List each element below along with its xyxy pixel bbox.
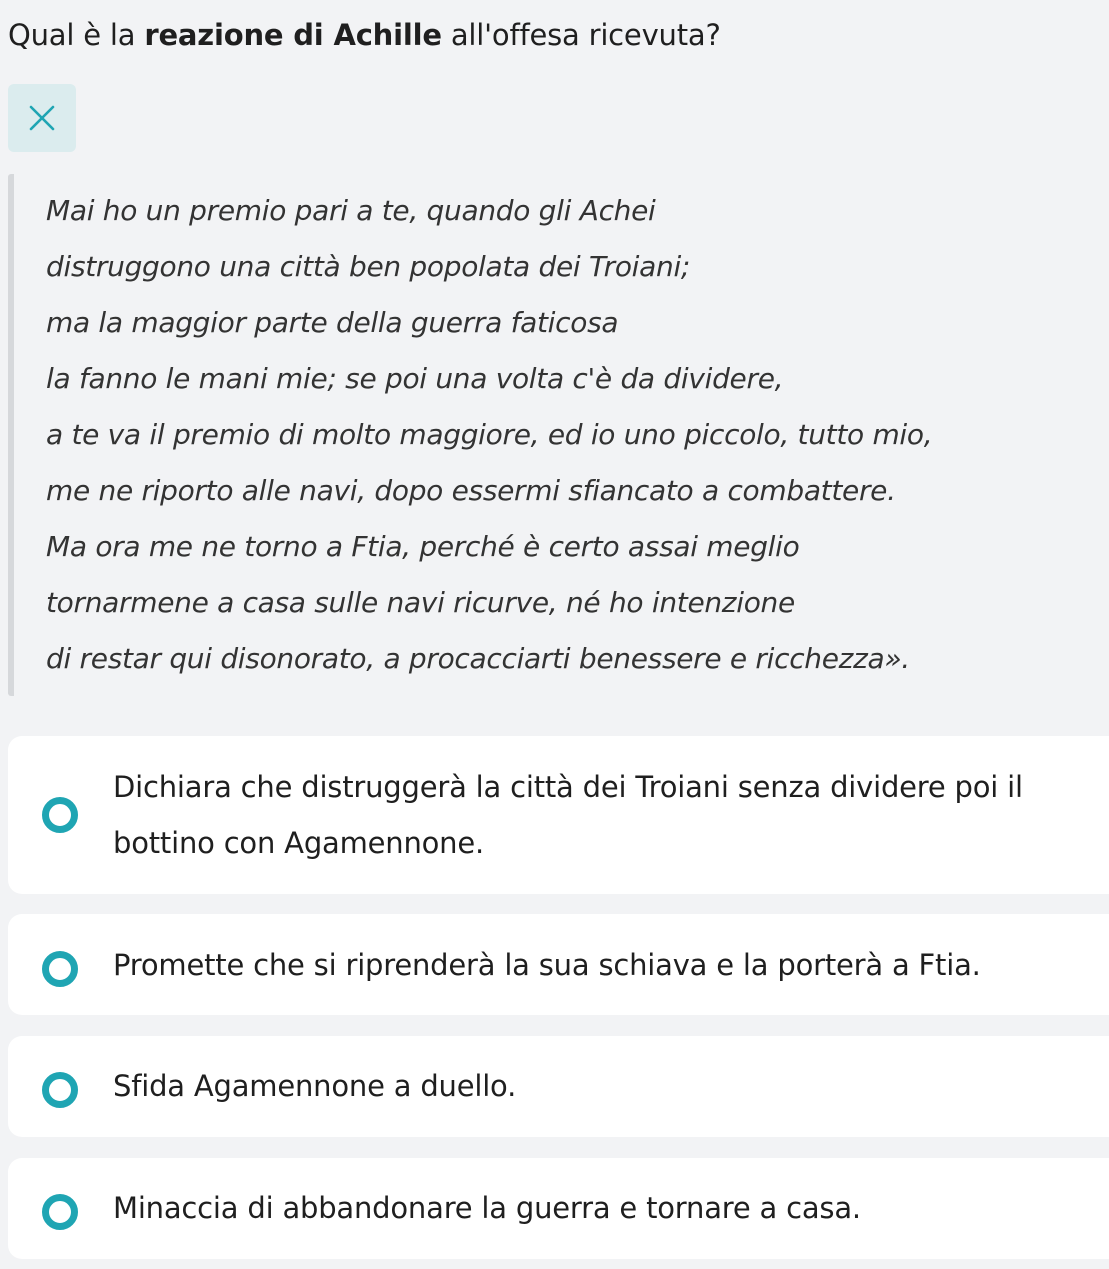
answer-option-1[interactable] bbox=[8, 736, 1109, 894]
quote-line: Ma ora me ne torno a Ftia, perché è certo assai meglio bbox=[46, 530, 800, 563]
quote-line: la fanno le mani mie; se poi una volta c'è da dividere, bbox=[46, 362, 784, 395]
question-prefix: Qual è la bbox=[8, 18, 145, 52]
answer-option-label: Minaccia di abbandonare la guerra e tornare a casa. bbox=[113, 1191, 861, 1225]
radio-button-icon[interactable] bbox=[42, 951, 78, 987]
quote-line: a te va il premio di molto maggiore, ed io uno piccolo, tutto mio, bbox=[46, 418, 933, 451]
radio-button-icon[interactable] bbox=[42, 1194, 78, 1230]
quote-line: tornarmene a casa sulle navi ricurve, né ho intenzione bbox=[46, 586, 795, 619]
close-icon bbox=[29, 105, 55, 131]
quote-line: distruggono una città ben popolata dei Troiani; bbox=[46, 250, 691, 283]
quote-line: ma la maggior parte della guerra faticosa bbox=[46, 306, 619, 339]
quote-line: Mai ho un premio pari a te, quando gli Achei bbox=[46, 194, 656, 227]
close-button[interactable] bbox=[8, 84, 76, 152]
answer-option-4[interactable] bbox=[8, 1158, 1109, 1259]
answer-option-label: Dichiara che distruggerà la città dei Troiani senza dividere poi il bottino con Agamennone. bbox=[113, 770, 1023, 860]
question-emphasis: reazione di Achille bbox=[144, 18, 442, 52]
quote-line: me ne riporto alle navi, dopo essermi sfiancato a combattere. bbox=[46, 474, 896, 507]
answer-option-3[interactable] bbox=[8, 1036, 1109, 1137]
answer-option-label: Sfida Agamennone a duello. bbox=[113, 1069, 517, 1103]
quote-line: di restar qui disonorato, a procacciarti benessere e ricchezza». bbox=[46, 642, 910, 675]
radio-button-icon[interactable] bbox=[42, 797, 78, 833]
answer-option-label: Promette che si riprenderà la sua schiava e la porterà a Ftia. bbox=[113, 948, 981, 982]
question-suffix: all'offesa ricevuta? bbox=[441, 18, 721, 52]
answer-option-2[interactable] bbox=[8, 914, 1109, 1015]
quote-block bbox=[8, 174, 1098, 696]
radio-button-icon[interactable] bbox=[42, 1072, 78, 1108]
quote-lines bbox=[46, 183, 932, 687]
question-text bbox=[8, 14, 721, 56]
